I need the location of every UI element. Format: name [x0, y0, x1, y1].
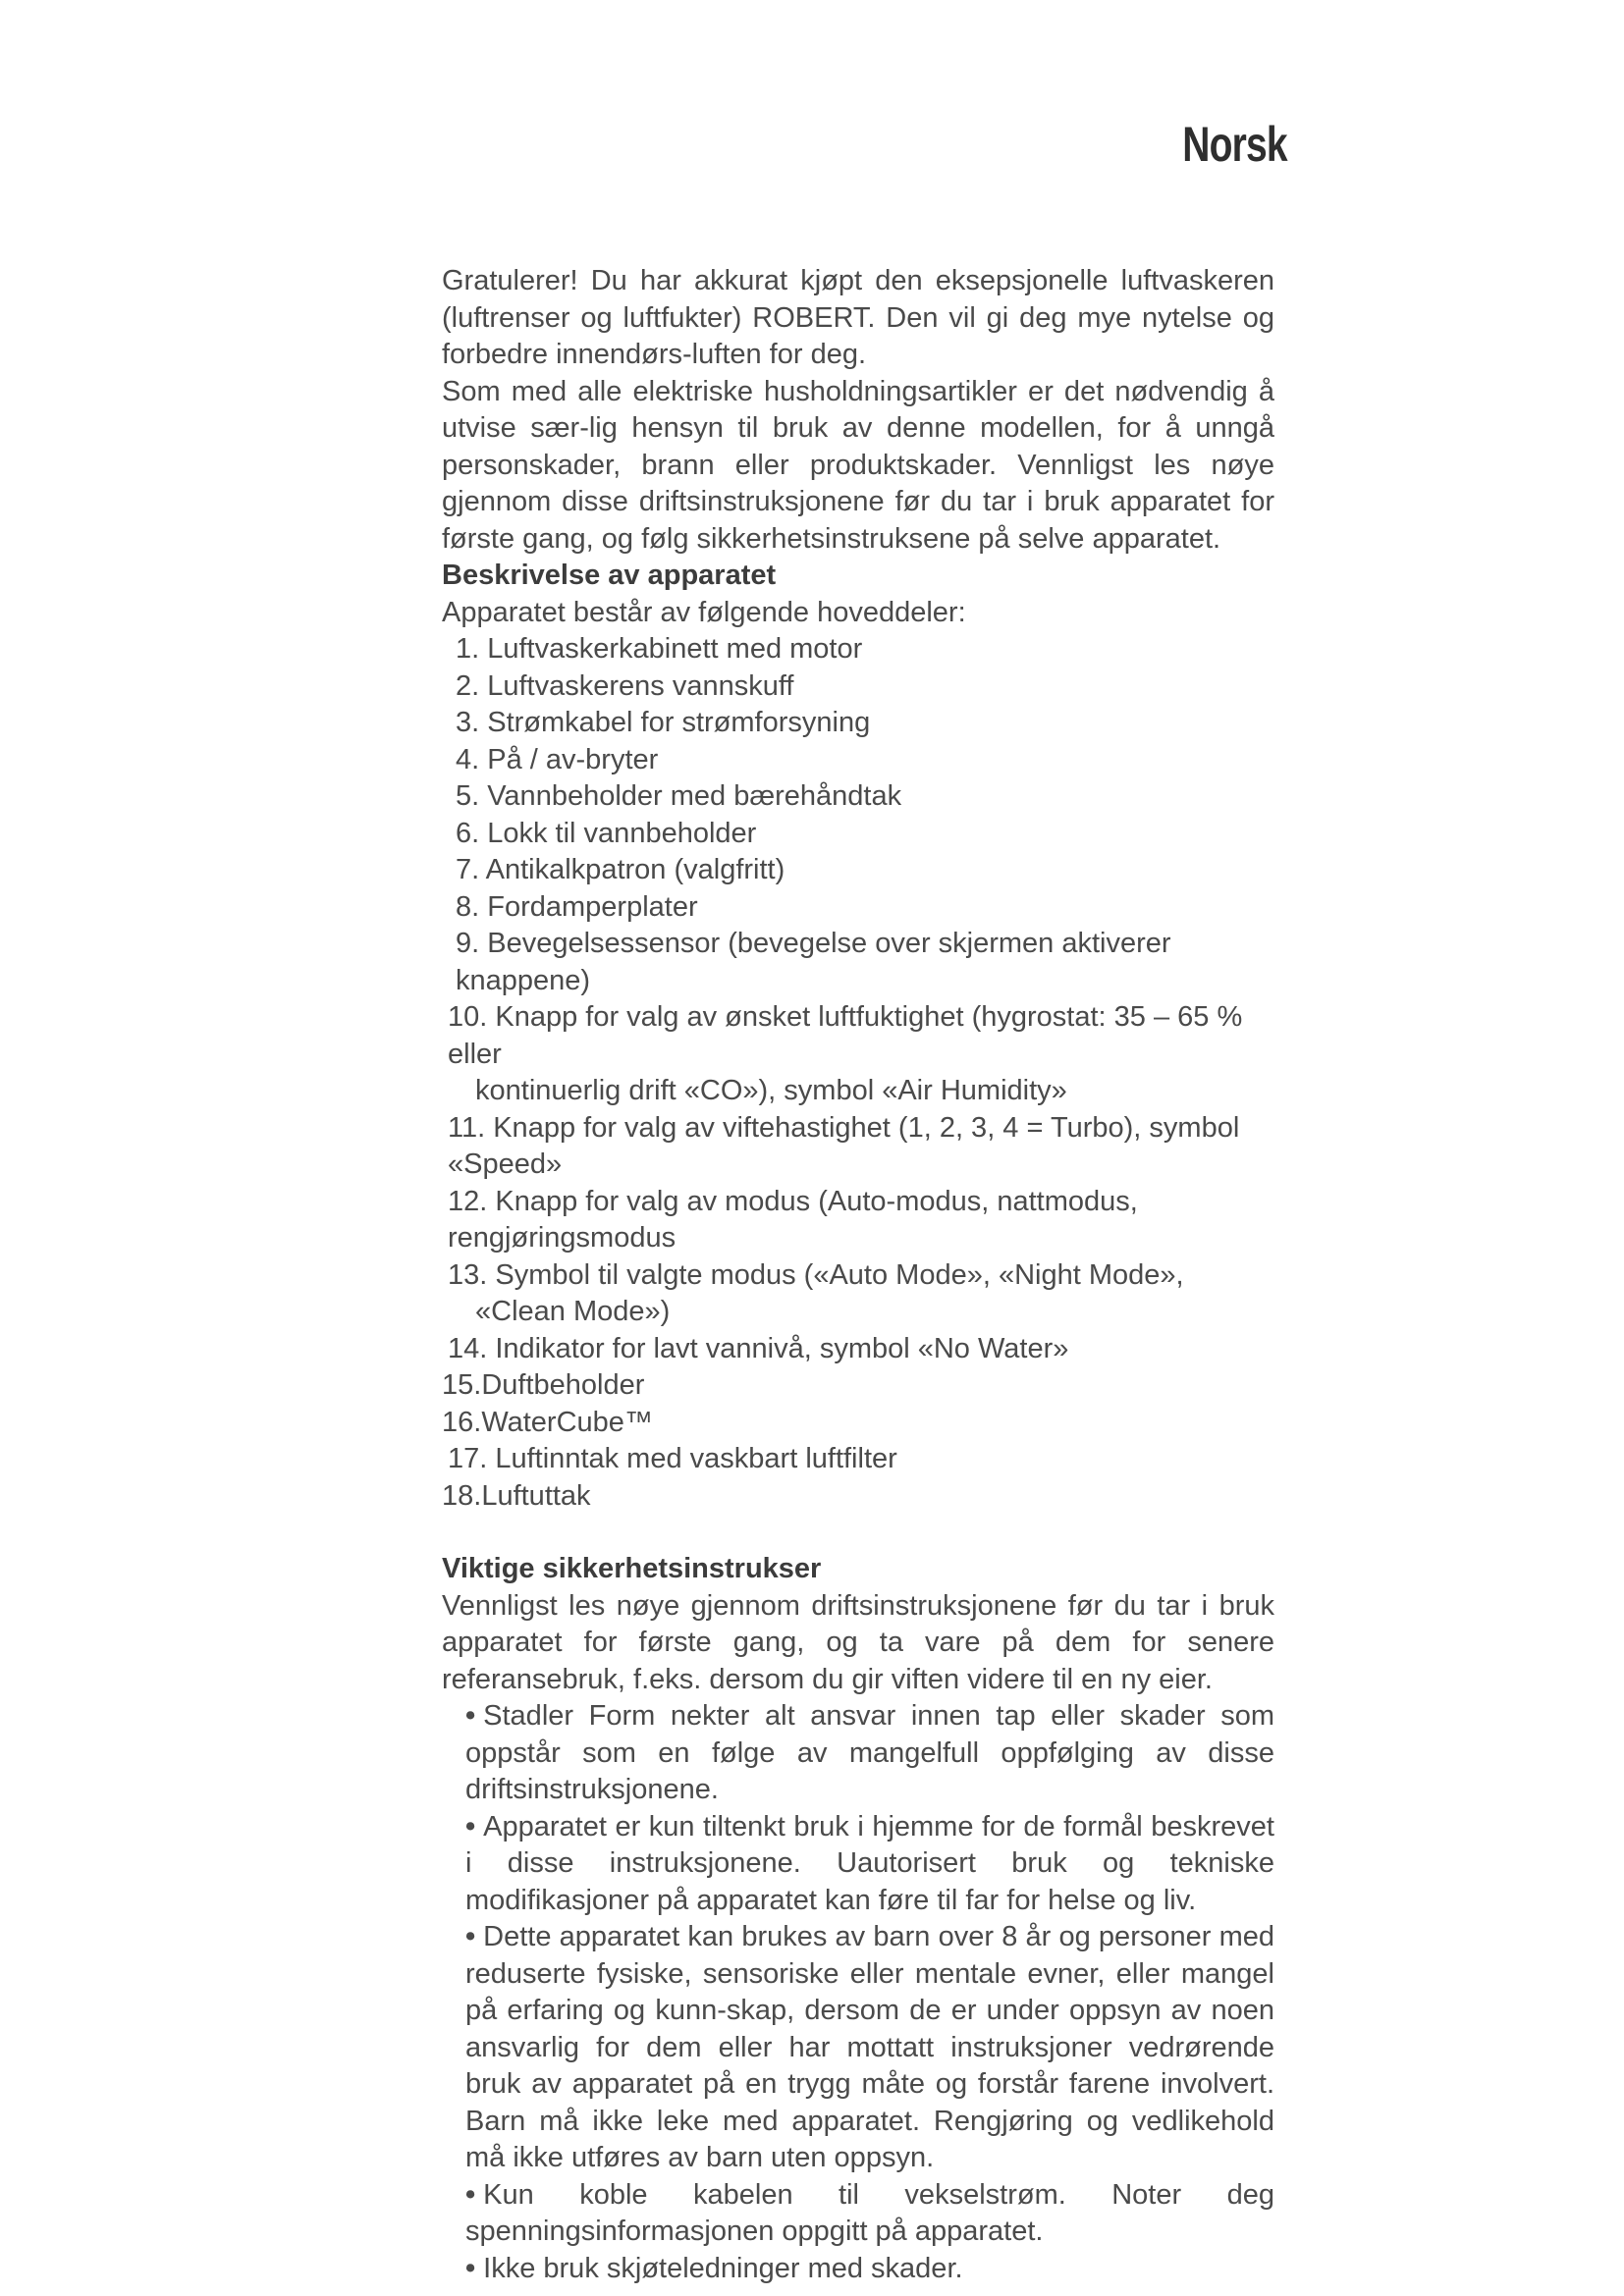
list-item — [442, 1698, 1274, 1809]
description-heading: Beskrivelse av apparatet — [442, 560, 777, 591]
language-title: Norsk — [1182, 117, 1287, 172]
list-item: 2. Luftvaskerens vannskuff — [456, 669, 794, 702]
bullet-icon: • — [465, 2178, 476, 2211]
list-item: 4. På / av-bryter — [456, 743, 659, 775]
list-item: 5. Vannbeholder med bærehåndtak — [456, 780, 902, 812]
description-section — [442, 558, 1274, 1515]
list-item-continuation: «Clean Mode») — [475, 1296, 671, 1327]
safety-section — [442, 1551, 1274, 2287]
bullet-text: Apparatet er kun tiltenkt bruk i hjemme for de formål beskrevet i disse instruksjonene. Uautorisert bruk og tekniske modifikasjoner på apparatet kan føre til far for helse og liv. — [465, 1810, 1274, 1916]
list-item: 6. Lokk til vannbeholder — [456, 817, 757, 849]
bullet-icon: • — [465, 1810, 476, 1842]
parts-list — [442, 631, 1274, 1515]
safety-bullet-list — [442, 1698, 1274, 2287]
list-item: 18.Luftuttak — [442, 1479, 591, 1512]
bullet-text: Kun koble kabelen til vekselstrøm. Noter deg spenningsinformasjonen oppgitt på apparatet. — [465, 2178, 1274, 2247]
safety-lead: Vennligst les nøye gjennom driftsinstruksjonene før du tar i bruk apparatet for første gang, og ta vare på dem for senere referansebruk, f.eks. dersom du gir viften videre til en ny eier. — [442, 1589, 1274, 1695]
list-item: 1. Luftvaskerkabinett med motor — [456, 633, 863, 665]
list-item: 8. Fordamperplater — [456, 890, 698, 923]
bullet-icon: • — [465, 1921, 476, 1952]
list-item — [442, 2177, 1274, 2251]
list-item: 15.Duftbeholder — [442, 1369, 645, 1401]
bullet-icon: • — [465, 2252, 476, 2284]
safety-heading: Viktige sikkerhetsinstrukser — [442, 1553, 822, 1584]
list-item — [442, 2251, 1274, 2288]
list-item: 11. Knapp for valg av viftehastighet (1, 2, 3, 4 = Turbo), symbol «Speed» — [448, 1111, 1240, 1180]
list-item: 3. Strømkabel for strømforsyning — [456, 707, 871, 738]
list-item: 12. Knapp for valg av modus (Auto-modus, nattmodus, rengjøringsmodus — [448, 1185, 1138, 1254]
list-item: 10. Knapp for valg av ønsket luftfuktighet (hygrostat: 35 – 65 % eller — [448, 1001, 1243, 1070]
intro-paragraph-2: Som med alle elektriske husholdningsartikler er det nødvendig å utvise sær-lig hensyn til bruk av denne modellen, for å unngå personskader, brann eller produktskader. Vennligst les nøye gjennom disse driftsinstruksjonene før du tar i bruk apparatet for første gang, og følg sikkerhetsinstruksene på selve apparatet. — [442, 375, 1274, 555]
list-item — [442, 1809, 1274, 1920]
list-item: 14. Indikator for lavt vannivå, symbol «No Water» — [448, 1332, 1069, 1364]
intro-paragraph-1: Gratulerer! Du har akkurat kjøpt den eksepsjonelle luftvaskeren (luftrenser og luftfukter) ROBERT. Den vil gi deg mye nytelse og forbedre innendørs-luften for deg. — [442, 265, 1274, 370]
list-item-continuation: kontinuerlig drift «CO»), symbol «Air Humidity» — [475, 1075, 1067, 1106]
bullet-text: Ikke bruk skjøteledninger med skader. — [483, 2252, 963, 2284]
list-item: 7. Antikalkpatron (valgfritt) — [456, 854, 785, 885]
list-item: 13. Symbol til valgte modus («Auto Mode», «Night Mode», — [448, 1258, 1184, 1291]
description-lead: Apparatet består av følgende hoveddeler: — [442, 596, 966, 628]
list-item: 17. Luftinntak med vaskbart luftfilter — [448, 1443, 897, 1474]
bullet-text: Dette apparatet kan brukes av barn over 8 år og personer med reduserte fysiske, sensoriske eller mentale evner, eller mangel på erfaring og kunn-skap, dersom de er under oppsyn av noen ansvarlig for dem eller har mottatt instruksjoner vedrørende bruk av apparatet på en trygg måte og forstår farene involvert. Barn må ikke leke med apparatet. Rengjøring og vedlikehold må ikke utføres av barn uten oppsyn. — [465, 1921, 1274, 2173]
document-body — [442, 263, 1274, 2287]
list-item: 9. Bevegelsessensor (bevegelse over skjermen aktiverer knappene) — [456, 928, 1171, 996]
bullet-text: Stadler Form nekter alt ansvar innen tap eller skader som oppstår som en følge av mangelfull oppfølging av disse driftsinstruksjonene. — [465, 1700, 1274, 1805]
bullet-icon: • — [465, 1700, 476, 1732]
list-item — [442, 1919, 1274, 2177]
list-item: 16.WaterCube™ — [442, 1406, 653, 1438]
